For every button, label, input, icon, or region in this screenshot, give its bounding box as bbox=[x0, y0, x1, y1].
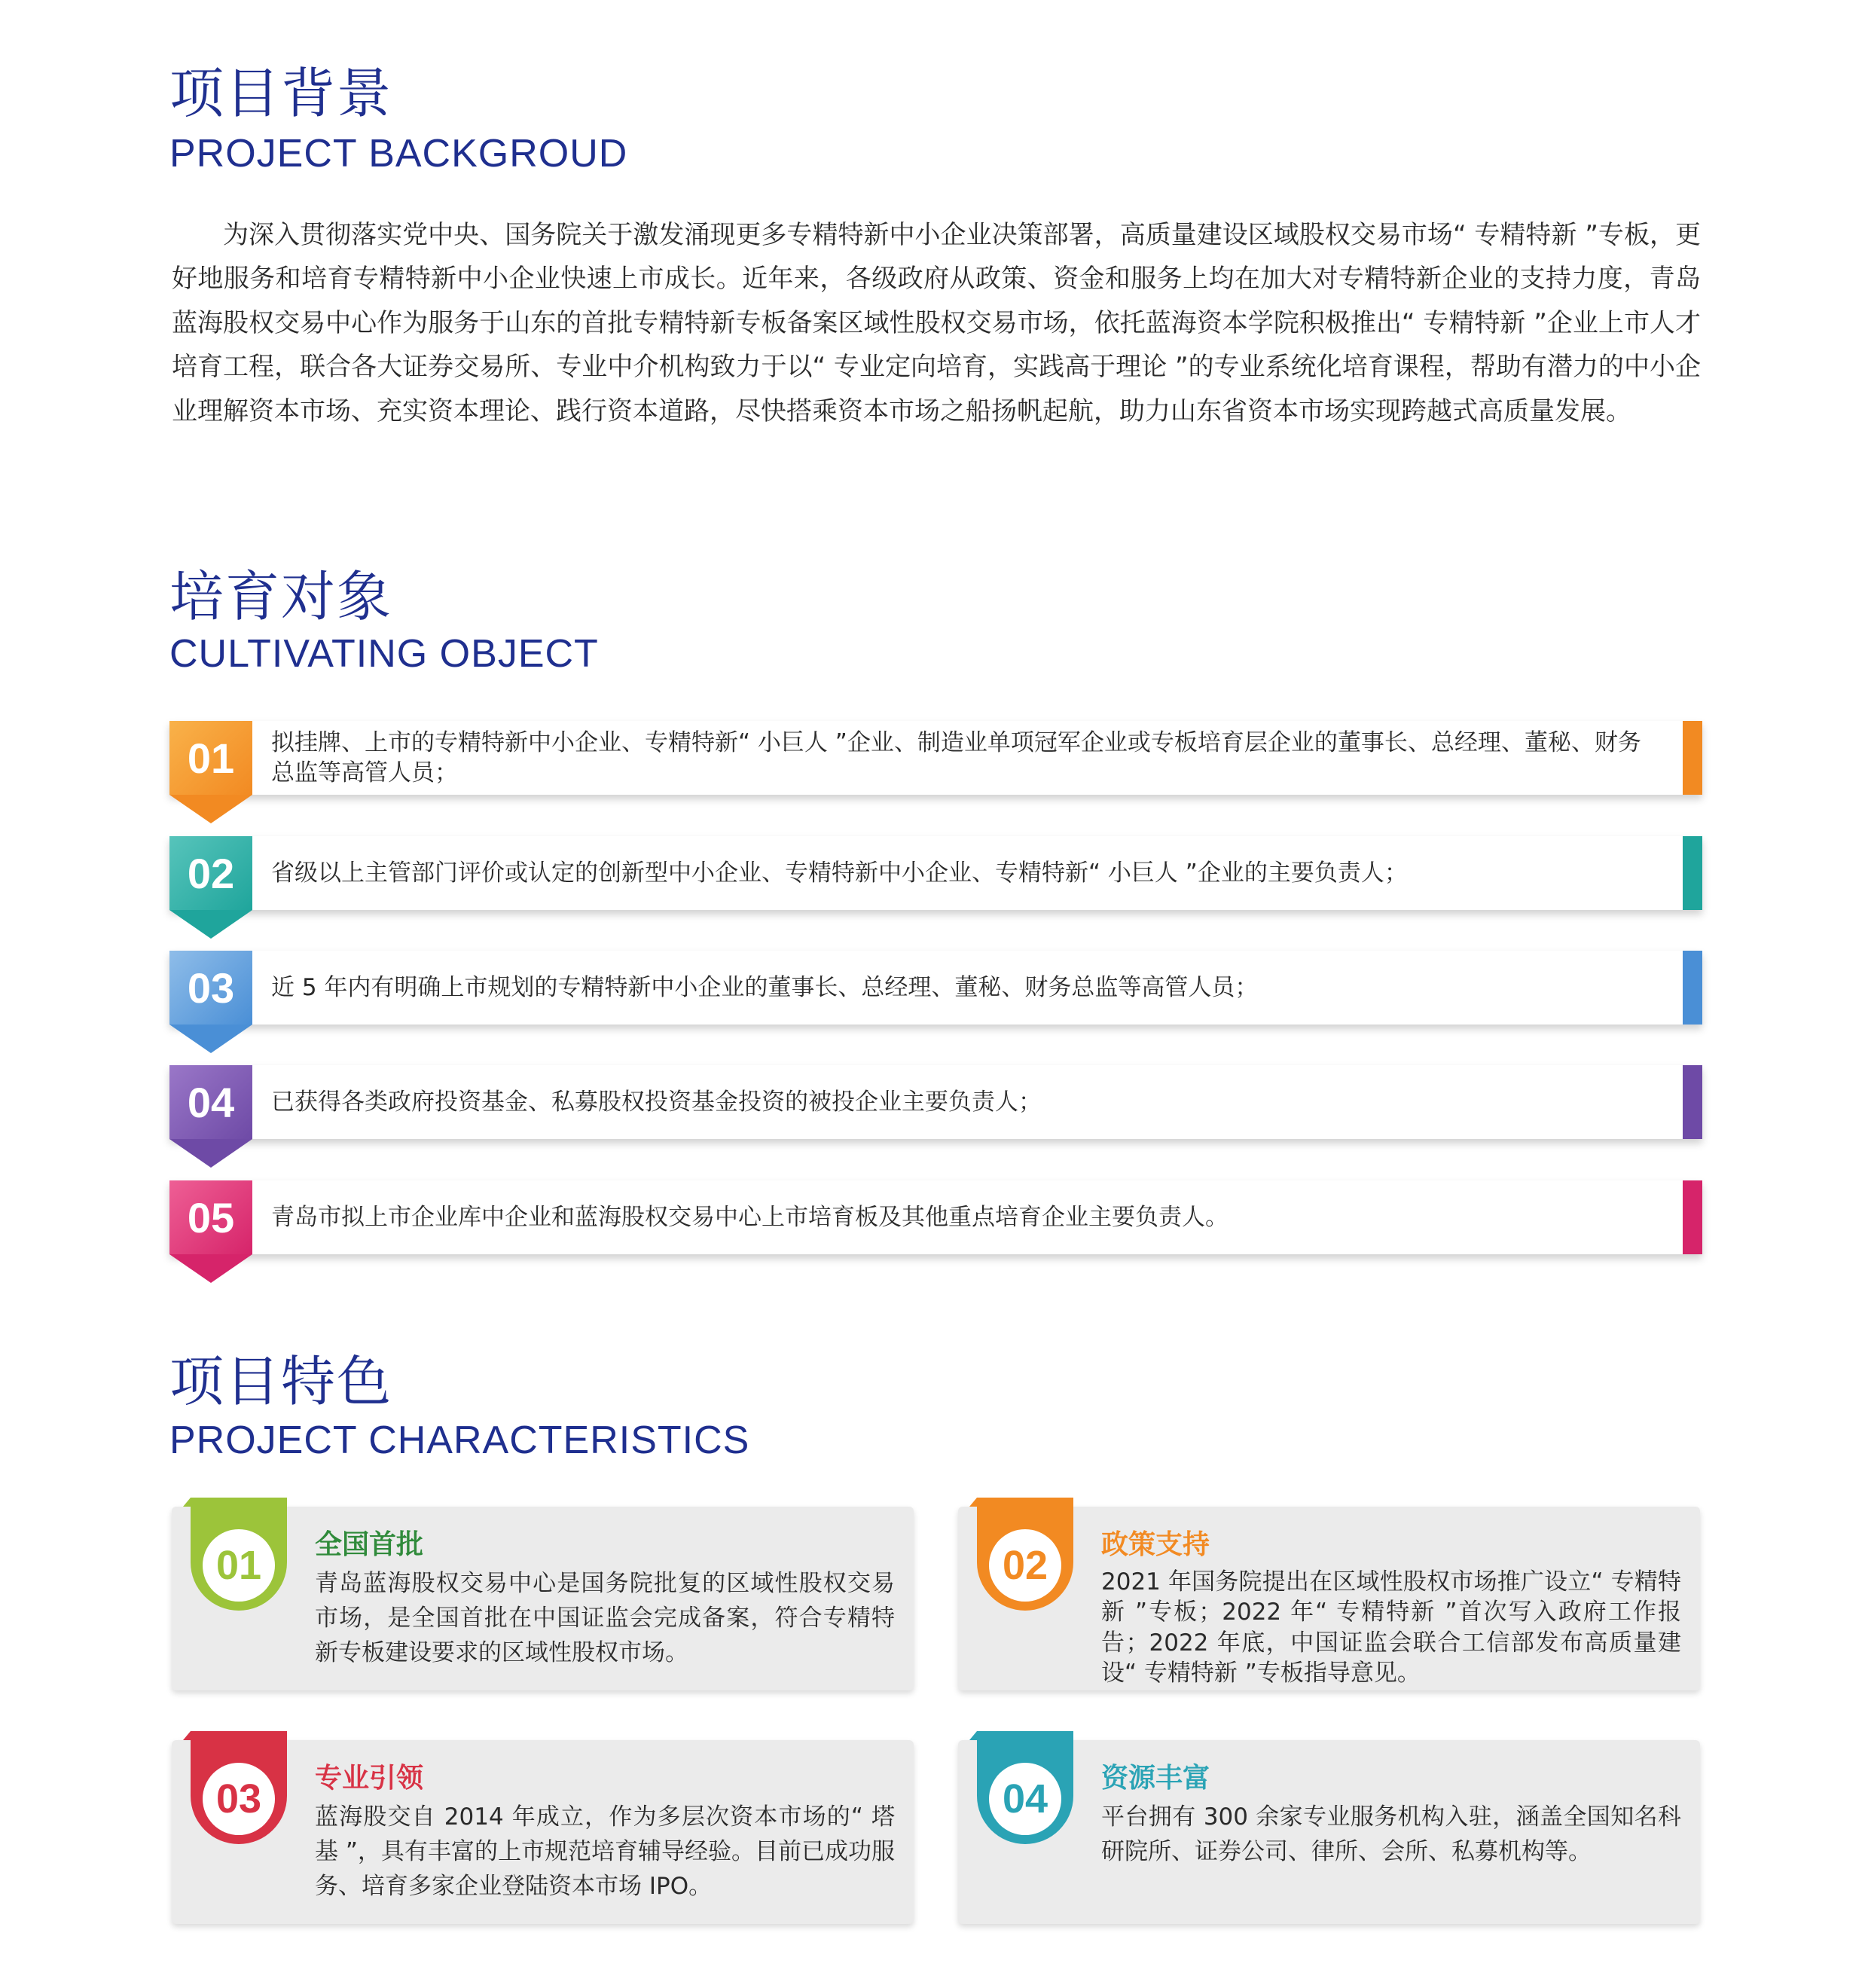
characteristic-number: 03 bbox=[203, 1763, 275, 1835]
cultivating-item bbox=[169, 836, 1702, 910]
cultivating-item-text: 已获得各类政府投资基金、私募股权投资基金投资的被投企业主要负责人； bbox=[271, 1088, 1042, 1116]
characteristics-title-en: PROJECT CHARACTERISTICS bbox=[169, 1418, 750, 1462]
background-title-en: PROJECT BACKGROUD bbox=[169, 132, 628, 176]
cultivating-item-text: 省级以上主管部门评价或认定的创新型中小企业、专精特新中小企业、专精特新“ 小巨人 ”企业的主要负责人； bbox=[271, 859, 1408, 887]
cultivating-item-stripe bbox=[1683, 1065, 1702, 1139]
characteristic-title: 全国首批 bbox=[315, 1529, 424, 1560]
background-title-cn: 项目背景 bbox=[169, 62, 393, 125]
cultivating-item-stripe bbox=[1683, 836, 1702, 910]
cultivating-item-stripe bbox=[1683, 1180, 1702, 1254]
cultivating-item-number: 03 bbox=[169, 951, 252, 1025]
characteristic-number: 01 bbox=[203, 1529, 275, 1602]
cultivating-item bbox=[169, 951, 1702, 1025]
characteristic-body: 青岛蓝海股权交易中心是国务院批复的区域性股权交易市场，是全国首批在中国证监会完成备案，符合专精特新专板建设要求的区域性股权市场。 bbox=[315, 1570, 895, 1666]
ribbon-flap bbox=[969, 1731, 977, 1740]
cultivating-item-text: 青岛市拟上市企业库中企业和蓝海股权交易中心上市培育板及其他重点培育企业主要负责人。 bbox=[271, 1203, 1229, 1231]
cultivating-item bbox=[169, 1065, 1702, 1139]
cultivating-title-en: CULTIVATING OBJECT bbox=[169, 632, 599, 676]
characteristic-title: 专业引领 bbox=[315, 1763, 424, 1794]
characteristics-title-cn: 项目特色 bbox=[169, 1350, 393, 1413]
background-body: 为深入贯彻落实党中央、国务院关于激发涌现更多专精特新中小企业决策部署，高质量建设区域股权交易市场“ 专精特新 ”专板，更好地服务和培育专精特新中小企业快速上市成长。近年来，各级政府从政策、资金和服务上均在加大对专精特新企业的支持力度，青岛蓝海股权交易中心作为服务于山东的首批专精特新专板备案区域性股权交易市场，依托蓝海资本学院积极推出“ 专精特新 ”企业上市人才培育工程，联合各大证券交易所、专业中介机构致力于以“ 专业定向培育，实践高于理论 ”的专业系统化培育课程，帮助有潜力的中小企业理解资本市场、充实资本理论、践行资本道路，尽快搭乘资本市场之船扬帆起航，助力山东省资本市场实现跨越式高质量发展。 bbox=[172, 220, 1701, 426]
cultivating-item bbox=[169, 721, 1702, 795]
cultivating-item-text: 近 5 年内有明确上市规划的专精特新中小企业的董事长、总经理、董秘、财务总监等高管人员； bbox=[271, 973, 1259, 1001]
cultivating-item-text: 拟挂牌、上市的专精特新中小企业、专精特新“ 小巨人 ”企业、制造业单项冠军企业或专板培育层企业的董事长、总经理、董秘、财务总监等高管人员； bbox=[271, 728, 1641, 786]
characteristic-card bbox=[172, 1740, 914, 1924]
cultivating-item-number: 02 bbox=[169, 836, 252, 910]
cultivating-title-cn: 培育对象 bbox=[169, 565, 393, 628]
characteristic-title: 资源丰富 bbox=[1101, 1763, 1210, 1794]
cultivating-item-number: 01 bbox=[169, 721, 252, 795]
cultivating-item-stripe bbox=[1683, 951, 1702, 1025]
characteristic-title: 政策支持 bbox=[1101, 1529, 1210, 1560]
cultivating-item-arrow bbox=[169, 1025, 252, 1053]
ribbon-flap bbox=[183, 1731, 191, 1740]
characteristic-card bbox=[958, 1507, 1700, 1690]
cultivating-item-arrow bbox=[169, 910, 252, 939]
cultivating-item bbox=[169, 1180, 1702, 1254]
cultivating-item-stripe bbox=[1683, 721, 1702, 795]
characteristic-card bbox=[172, 1507, 914, 1690]
characteristic-number: 02 bbox=[989, 1529, 1061, 1602]
characteristic-body: 2021 年国务院提出在区域性股权市场推广设立“ 专精特新 ”专板；2022 年“ 专精特新 ”首次写入政府工作报告；2022 年底，中国证监会联合工信部发布高质量建设“ 专精特新 ”专板指导意见。 bbox=[1101, 1568, 1681, 1687]
characteristic-body: 平台拥有 300 余家专业服务机构入驻，涵盖全国知名科研院所、证券公司、律所、会所、私募机构等。 bbox=[1101, 1803, 1681, 1865]
cultivating-item-number: 05 bbox=[169, 1180, 252, 1254]
cultivating-item-arrow bbox=[169, 1139, 252, 1168]
ribbon-flap bbox=[969, 1498, 977, 1507]
ribbon-flap bbox=[183, 1498, 191, 1507]
characteristic-body: 蓝海股交自 2014 年成立，作为多层次资本市场的“ 塔基 ”，具有丰富的上市规范培育辅导经验。目前已成功服务、培育多家企业登陆资本市场 IPO。 bbox=[315, 1803, 895, 1900]
cultivating-item-arrow bbox=[169, 795, 252, 823]
cultivating-item-arrow bbox=[169, 1254, 252, 1283]
cultivating-item-number: 04 bbox=[169, 1065, 252, 1139]
characteristic-number: 04 bbox=[989, 1763, 1061, 1835]
characteristic-card bbox=[958, 1740, 1700, 1924]
